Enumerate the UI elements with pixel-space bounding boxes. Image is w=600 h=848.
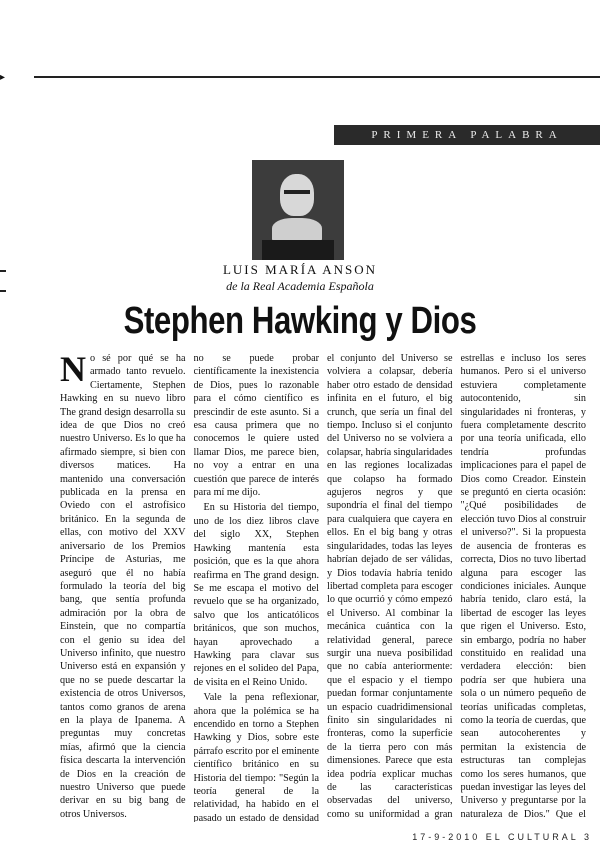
column-1: [60, 352, 186, 822]
column-4: [461, 352, 587, 822]
page-footer: 17-9-2010 EL CULTURAL 3: [412, 832, 592, 842]
article-body: [60, 352, 586, 822]
paragraph: Vale la pena reflexionar, ahora que la polémica se ha encendido en torno a Stephen Hawking y Dios, sobre este párrafo escrito por el eminente científico británico en su Historia del tiempo: "Según la teoría general de la relatividad, ha habido en el pasado un estado de densidad: [193, 692, 319, 822]
paragraph: no se puede probar científicamente la inexistencia de Dios, pues lo razonable para el cómo científico es prescindir de este asunto. Si a esa causa primera que no conocemos le quiere usted llamar Dios, me parece bien, no voy a entrar en una cuestión que parece de interés para mí me dijo.: [193, 353, 319, 499]
author-photo: [252, 160, 344, 260]
paragraph: el conjunto del Universo se volviera a colapsar, debería haber otro estado de densidad infinita en el futuro, el big crunch, que sería un final del tiempo. Incluso si el conjunto del Universo no se volviera a colapsar, habría singularidades en las regiones localizadas que colapso ha formado agujeros negros y que supondría el final del tiempo para cualquiera que cayera en ellos. En el big bang y otras singularidades, todas las leyes habrían dejado de ser válidas, y Dios todavía habría tenido libertad completa para escoger lo que ocurrió y cómo empezó el Universo. Al combinar la mecánica cuántica con la relatividad general, parece surgir una nueva posibilidad que no cabía anteriormente: que el espacio y el tiempo puedan formar conjuntamente un espacio cuadridimensional finito sin singularidades ni fronteras, como la superficie de la tierra pero con más dimensiones. Parece que esta idea podría explicar muchas de las características observadas del universo, como su uniformidad a gran: [327, 353, 453, 820]
author-affiliation: de la Real Academia Española: [226, 279, 374, 293]
paragraph: En su Historia del tiempo, uno de los diez libros clave del siglo XX, Stephen Hawking mantenía esta posición, que es la que ahora reafirma en The grand design. Se me escapa el motivo del revuelo que se ha organizado, salvo que los anticatólicos británicos, que son muchos, hayan aprovechado a Hawking para clavar sus rejones en el solideo del Papa, de visita en el Reino Unido.: [193, 502, 319, 688]
top-rule: [34, 76, 600, 78]
paragraph: estrellas e incluso los seres humanos. Pero si el universo estuviera completamente autocontenido, sin singularidades ni fronteras, y fuera completamente descrito por una teoría unificada, ello tendría profundas implicaciones para el papel de Dios como Creador. Einstein se preguntó en cierta ocasión: "¿Qué posibilidades de elección tuvo Dios al construir el universo?". Si la propuesta de ausencia de fronteras es correcta, Dios no tuvo libertad alguna para escoger las condiciones iniciales. Aunque habría tenido, claro está, la libertad de escoger las leyes que rigen el Universo. Esto, sin embargo, podría no haber constituido en realidad una verdadera elección: bien podría ser que hubiera una sola o un número pequeño de teorías unificadas completas, como la teoría de cuerdas, que sean autocoherentes y permitan la existencia de estructuras tan complejas como los seres humanos, que puedan investigar las leyes del Universo y preguntarse por la naturaleza de Dios." Que el: [460, 353, 586, 820]
byline: [0, 262, 600, 294]
article-title: Stephen Hawking y Dios: [123, 300, 477, 342]
section-label: PRIMERA PALABRA: [371, 129, 563, 141]
page-edge-mark: ▸: [0, 72, 6, 83]
author-name: LUIS MARÍA ANSON: [222, 262, 378, 277]
column-2: [194, 352, 320, 822]
section-header: [334, 125, 600, 145]
drop-cap: N: [60, 352, 86, 389]
column-3: [327, 352, 453, 822]
paragraph: No sé por qué se ha armado tanto revuelo. Ciertamente, Stephen Hawking en su nuevo libro The grand design desarrolla su idea de que Dios no creó nuestro Universo. Es lo que ha afirmado siempre, si bien con diversos matices. Ha mantenido una conversación publicada en la prensa en Oviedo con el astrofísico británico. En la segunda de ellas, con motivo del XXV aniversario de los Premios Príncipe de Asturias, me aseguró que él no había formulado la teoría del big bang, que sentía profunda admiración por la obra de Einstein, que no compartía con el genio su idea del Universo infinito, que nuestro Universo está en expansión y que no se puede descartar la existencia de otros Universos, tantos como granos de arena en la playa de Ipanema. A preguntas muy concretas mías, afirmó que la ciencia física descarta la intervención de Dios en la creación de nuestro Universo que puede derivar en su big bang de otros Universos.: [60, 352, 186, 820]
